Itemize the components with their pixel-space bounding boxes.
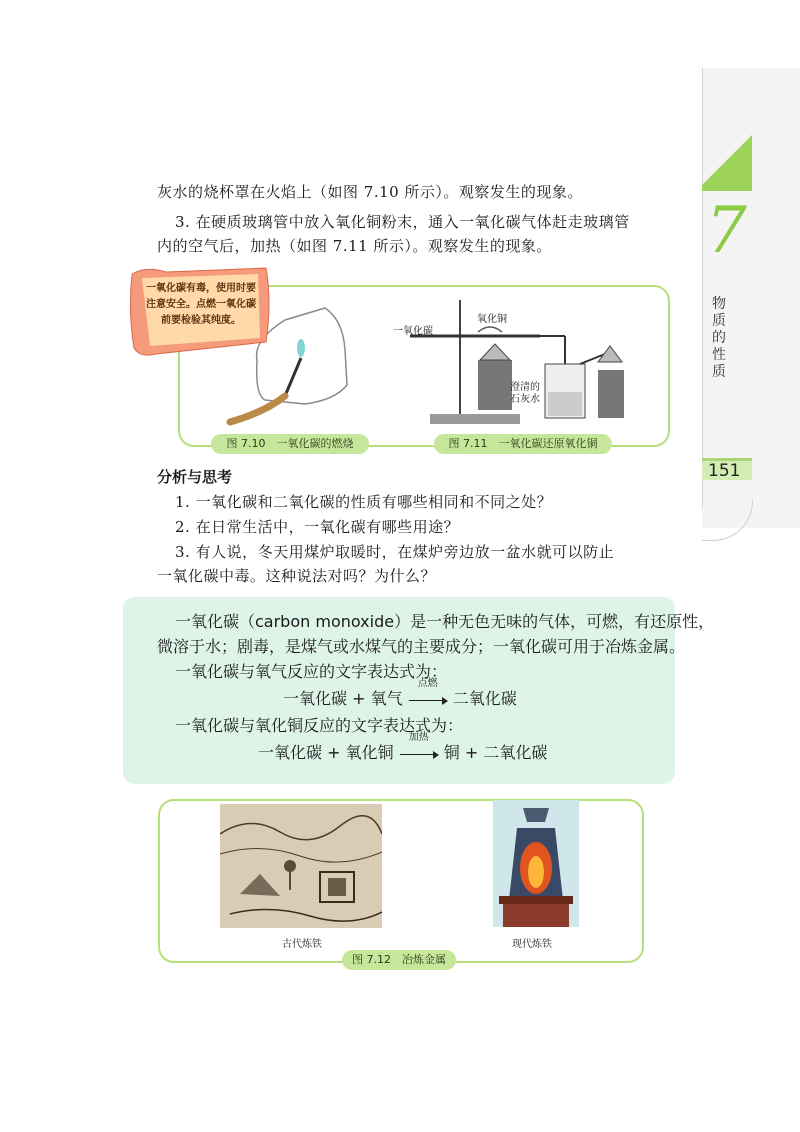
chapter-title: 物质的性质 [712,296,726,380]
question-3-line-2: 一氧化碳中毒。这种说法对吗？为什么？ [157,567,437,585]
question-3-line-1: 3. 有人说，冬天用煤炉取暖时，在煤炉旁边放一盆水就可以防止 [175,543,615,561]
label-co: 一氧化碳 [393,326,433,337]
chapter-number: 7 [706,194,747,268]
equation-co-copper-oxide [258,732,548,765]
warning-note-text: 一氧化碳有毒，使用时要注意安全。点燃一氧化碳前要检验其纯度。 [146,283,256,326]
eq2-reactants: 一氧化碳 + 氧化铜 [258,743,394,762]
label-copper-oxide: 氧化铜 [477,314,507,325]
body-line-3: 内的空气后，加热（如图 7.11 所示）。观察发生的现象。 [157,237,552,255]
chapter-corner-triangle [702,135,752,185]
ancient-ironmaking-image [220,804,382,928]
eq1-products: 二氧化碳 [452,689,517,708]
body-line-2: 3. 在硬质玻璃管中放入氧化铜粉末，通入一氧化碳气体赶走玻璃管 [175,213,630,231]
blue-flame [297,339,305,357]
label-modern-ironmaking: 现代炼铁 [512,939,552,950]
eq1-arrow [408,678,448,711]
eq1-condition: 点燃 [417,678,438,689]
tube-nozzle [285,358,301,396]
summary-line-2: 微溶于水；剧毒，是煤气或水煤气的主要成分；一氧化碳可用于冶炼金属。 [157,637,686,656]
label-limewater: 澄清的石灰水 [510,382,540,405]
page-edge-curl [702,500,753,541]
equation-co-oxygen [283,678,517,711]
chapter-accent-bar [702,185,752,191]
eq1-reactants: 一氧化碳 + 氧气 [283,689,403,708]
page-number: 151 [708,461,741,481]
question-1: 1. 一氧化碳和二氧化碳的性质有哪些相同和不同之处？ [175,493,553,511]
summary-line-1: 一氧化碳（carbon monoxide）是一种无色无味的气体，可燃，有还原性， [175,612,715,631]
caption-fig-7-10: 图 7.10 一氧化碳的燃烧 [211,434,369,454]
analysis-heading: 分析与思考 [157,468,233,486]
co-reduction-apparatus [390,292,630,432]
label-ancient-ironmaking: 古代炼铁 [282,939,322,950]
page-edge-line [702,68,703,508]
caption-fig-7-12: 图 7.12 冶炼金属 [342,950,456,970]
rubber-tube [230,396,285,422]
summary-line-4: 一氧化碳与氧化铜反应的文字表达式为： [175,716,464,735]
body-line-1: 灰水的烧杯罩在火焰上（如图 7.10 所示）。观察发生的现象。 [157,183,583,201]
caption-fig-7-11: 图 7.11 一氧化碳还原氧化铜 [434,434,612,454]
modern-ironmaking-image [493,800,579,927]
summary-line-3: 一氧化碳与氧气反应的文字表达式为： [175,662,448,681]
eq2-arrow [399,732,439,765]
eq2-products: 铜 + 二氧化碳 [443,743,548,762]
eq2-condition: 加热 [408,732,429,743]
question-2: 2. 在日常生活中，一氧化碳有哪些用途？ [175,518,460,536]
